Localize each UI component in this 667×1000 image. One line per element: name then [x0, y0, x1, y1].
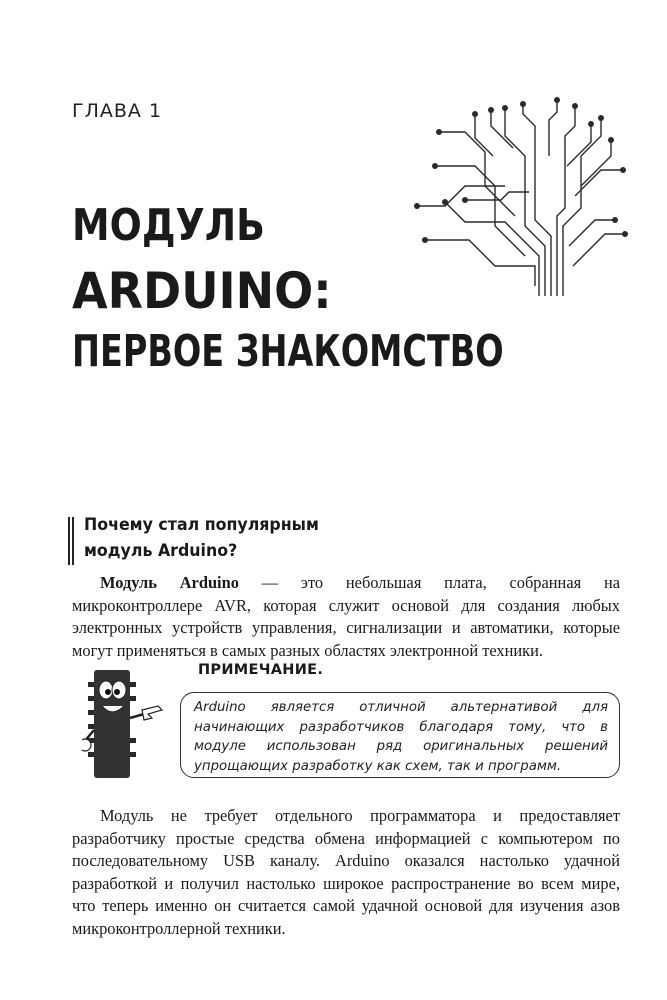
paragraph-intro — [72, 572, 620, 662]
paragraph-intro-lead: Модуль Arduino — [100, 573, 239, 592]
note-text: Arduino является отличной альтернативой для начинающих разработчиков благодаря тому, что в модуле использован ряд оригинальных решений упрощающих разработку как схем, так и программ. — [194, 700, 608, 774]
chapter-title-line-3: ПЕРВОЕ ЗНАКОМСТВО — [72, 326, 504, 377]
circuit-brain-icon — [405, 96, 630, 301]
section-heading-line-2: модуль Arduino? — [84, 541, 238, 561]
chapter-label: ГЛАВА 1 — [72, 100, 163, 122]
chapter-title-line-2: ARDUINO: — [72, 262, 332, 320]
paragraph-intro-text: — это небольшая плата, собранная на микроконтроллере AVR, которая служит основой для создания любых электронных устройств управления, сигнализации и автоматики, которые могут применяться в самых разных областях электронной техники. — [72, 573, 620, 660]
paragraph-usb: Модуль не требует отдельного программатора и предоставляет разработчику простые средства обмена информацией с компьютером по последовательному USB каналу. Arduino оказался настолько удачной разработкой и получил настолько широкое распространение во всем мире, что теперь именно он считается самой удачной основой для изучения азов микроконтроллерной техники. — [72, 806, 620, 938]
chapter-title-line-1: МОДУЛЬ — [72, 200, 265, 251]
note-title: ПРИМЕЧАНИЕ. — [198, 662, 324, 678]
section-heading-bar — [68, 517, 74, 565]
chip-mascot-icon — [82, 660, 172, 782]
section-heading — [84, 512, 319, 564]
section-heading-line-1: Почему стал популярным — [84, 515, 319, 535]
